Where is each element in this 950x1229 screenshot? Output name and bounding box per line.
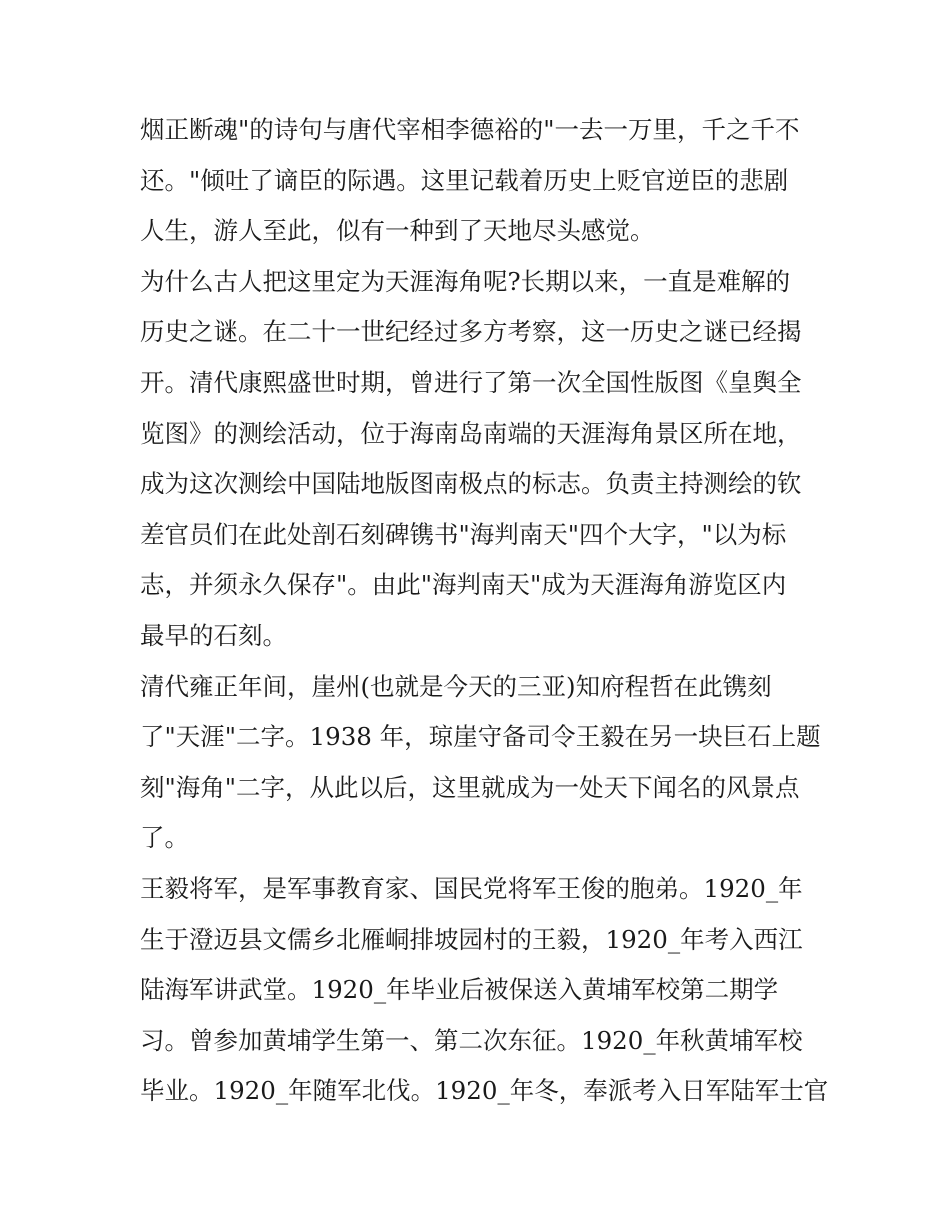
text-line: 还。"倾吐了谪臣的际遇。这里记载着历史上贬官逆臣的悲剧 (140, 165, 789, 195)
text-line: 差官员们在此处剖石刻碑镌书"海判南天"四个大字，"以为标 (140, 519, 787, 549)
text-line: 开。清代康熙盛世时期，曾进行了第一次全国性版图《皇舆全 (140, 367, 802, 397)
text-line: 王毅将军，是军事教育家、国民党将军王俊的胞弟。1920_年 (140, 873, 803, 903)
text-line: 了"天涯"二字。1938 年，琼崖守备司令王毅在另一块巨石上题 (140, 722, 821, 752)
text-line: 生于澄迈县文儒乡北雁峒排坡园村的王毅，1920_年考入西江 (140, 924, 803, 954)
text-line: 陆海军讲武堂。1920_年毕业后被保送入黄埔军校第二期学 (140, 975, 779, 1005)
text-line: 览图》的测绘活动，位于海南岛南端的天涯海角景区所在地， (140, 418, 802, 448)
text-line: 刻"海角"二字，从此以后，这里就成为一处天下闻名的风景点 (140, 772, 800, 802)
text-line: 毕业。1920_年随军北伐。1920_年冬，奉派考入日军陆军士官 (140, 1076, 829, 1106)
text-line: 成为这次测绘中国陆地版图南极点的标志。负责主持测绘的钦 (140, 469, 802, 499)
text-line: 了。 (140, 823, 189, 853)
text-line: 最早的石刻。 (140, 620, 287, 650)
text-line: 志，并须永久保存"。由此"海判南天"成为天涯海角游览区内 (140, 570, 787, 600)
text-line: 清代雍正年间，崖州(也就是今天的三亚)知府程哲在此镌刻 (140, 671, 772, 701)
text-line: 人生，游人至此，似有一种到了天地尽头感觉。 (140, 216, 655, 246)
text-line: 为什么古人把这里定为天涯海角呢?长期以来，一直是难解的 (140, 266, 791, 296)
text-line: 烟正断魂"的诗句与唐代宰相李德裕的"一去一万里，千之千不 (140, 115, 800, 144)
document-body (140, 105, 840, 1117)
text-line: 历史之谜。在二十一世纪经过多方考察，这一历史之谜已经揭 (140, 317, 802, 347)
text-line: 习。曾参加黄埔学生第一、第二次东征。1920_年秋黄埔军校 (140, 1025, 803, 1055)
